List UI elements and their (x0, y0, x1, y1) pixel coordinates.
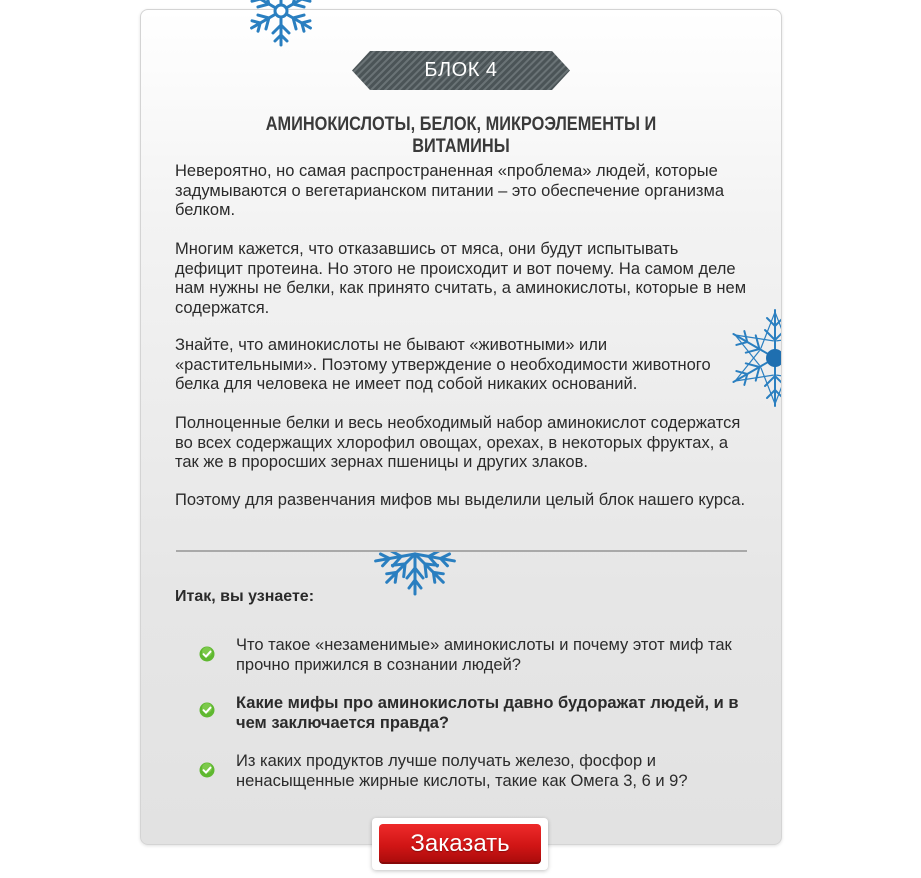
learn-title: Итак, вы узнаете: (175, 588, 315, 605)
list-item-text: Какие мифы про аминокислоты давно будоражат людей, и в чем заключается правда? (236, 694, 739, 732)
paragraph-5: Поэтому для развенчания мифов мы выделили целый блок нашего курса. (175, 491, 746, 509)
snowflake-icon (236, 0, 326, 52)
check-icon (199, 646, 215, 662)
list-item-text: Что такое «незаменимые» аминокислоты и почему этот миф так прочно прижился в сознании людей? (236, 636, 732, 674)
check-icon (199, 762, 215, 778)
paragraph-3: Знайте, что аминокислоты не бывают «животными» или «растительными». Поэтому утверждение о необходимости животного белка для человека не имеет под собой никаких оснований. (175, 336, 711, 393)
list-item-text: Из каких продуктов лучше получать железо, фосфор и ненасыщенные жирные кислоты, такие как Омега 3, 6 и 9? (236, 752, 688, 790)
check-icon (199, 702, 215, 718)
order-button-label[interactable]: Заказать (379, 824, 541, 864)
block-badge (352, 51, 570, 90)
snowflake-half-icon (372, 552, 458, 598)
order-button[interactable] (372, 818, 548, 870)
divider (176, 550, 747, 552)
paragraph-1: Невероятно, но самая распространенная «проблема» людей, которые задумываются о вегетарианском питании – это обеспечение организма белком. (175, 162, 725, 219)
paragraph-4: Полноценные белки и весь необходимый набор аминокислот содержатся во всех содержащих хлорофил овощах, орехах, в некоторых фруктах, а так же в проросших зернах пшеницы и других злаков. (175, 414, 741, 471)
block-badge-label: БЛОК 4 (424, 59, 498, 81)
paragraph-2: Многим кажется, что отказавшись от мяса, они будут испытывать дефицит протеина. Но этого не происходит и вот почему. На самом деле нам нужны не белки, как принято считать, а аминокислоты, которые в нем содержатся. (175, 240, 747, 317)
block-title: АМИНОКИСЛОТЫ, БЕЛОК, МИКРОЭЛЕМЕНТЫ И ВИТАМИНЫ (265, 114, 657, 157)
